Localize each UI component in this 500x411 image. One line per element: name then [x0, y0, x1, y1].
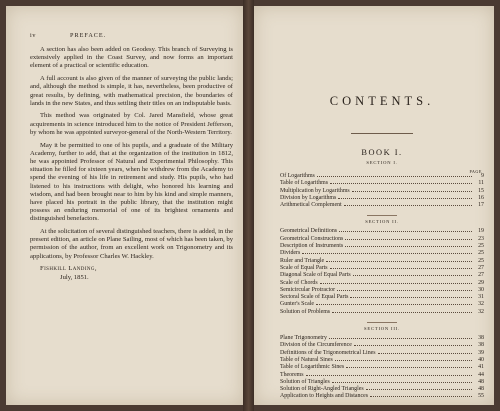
- toc-entry-name: Sectoral Scale of Equal Parts: [280, 294, 349, 301]
- toc-entry: [280, 386, 484, 393]
- dot-leader: [352, 191, 472, 192]
- dot-leader: [346, 367, 472, 368]
- toc-section: [280, 219, 484, 323]
- toc-section: [280, 160, 484, 216]
- toc-entry-name: Plane Trigonometry: [280, 335, 327, 342]
- dot-leader: [337, 290, 472, 291]
- toc-entry: [280, 294, 484, 301]
- running-head: [30, 32, 233, 39]
- dot-leader: [338, 198, 472, 199]
- toc-entry-name: Division of the Circumference: [280, 342, 352, 349]
- toc-entry-page: 41: [478, 364, 484, 371]
- toc-entry: [280, 301, 484, 308]
- toc-entry-page: 32: [478, 308, 484, 315]
- toc-entry-name: Solution of Triangles: [280, 378, 330, 385]
- toc-entry: [280, 309, 484, 316]
- dot-leader: [330, 268, 472, 269]
- toc-entry: [280, 202, 484, 209]
- toc-entry-page: 11: [478, 180, 484, 187]
- section-label: SECTION I.: [366, 160, 398, 165]
- preface-paragraph: This method was originated by Col. Jared Mansfield, whose great acquirements in science introduced him to the notice of President Jefferson, by whom he was appointed surveyor-general of the North-Western Territory.: [30, 112, 233, 136]
- toc-entry-page: 16: [478, 194, 484, 201]
- page-number: iv: [30, 32, 37, 39]
- toc-entry-name: Definitions of the Trigonometrical Lines: [280, 349, 376, 356]
- dot-leader: [350, 297, 472, 298]
- toc-entry-name: Solution of Right-Angled Triangles: [280, 386, 364, 393]
- toc-entry-name: Geometrical Definitions: [280, 228, 338, 235]
- toc-entry-page: 31: [478, 294, 484, 301]
- toc-entry-page: 27: [478, 272, 484, 279]
- section-divider: [367, 215, 397, 216]
- toc-entry: [280, 195, 484, 202]
- toc-entry-page: 48: [478, 386, 484, 393]
- signature: [30, 265, 233, 281]
- toc-entry-name: Geometrical Constructions: [280, 235, 344, 242]
- toc-entry-name: Multiplication by Logarithms: [280, 187, 350, 194]
- page-column-label: PAGE: [469, 169, 482, 174]
- book-gutter: [243, 0, 254, 411]
- dot-leader: [332, 382, 472, 383]
- toc-entry-page: 15: [478, 187, 484, 194]
- toc-entry-page: 38: [478, 342, 484, 349]
- toc-entry-name: Theorems: [280, 371, 304, 378]
- signature-date: July, 1851.: [60, 273, 89, 281]
- toc-entry-page: 40: [478, 356, 484, 363]
- toc-entry-page: 25: [478, 250, 484, 257]
- dot-leader: [335, 360, 472, 361]
- toc-entry: [280, 350, 484, 357]
- toc-entry-name: Scale of Equal Parts: [280, 264, 328, 271]
- toc-entry-page: 48: [478, 378, 484, 385]
- dot-leader: [330, 183, 472, 184]
- toc-entry-page: 17: [478, 202, 484, 209]
- toc-entry: [280, 364, 484, 371]
- dot-leader: [316, 304, 472, 305]
- toc-entry-name: Table of Logarithms: [280, 180, 329, 187]
- section-label: SECTION III.: [364, 326, 400, 332]
- toc-entry-name: Semicircular Protractor: [280, 286, 336, 293]
- toc-entry: [280, 228, 484, 235]
- toc-entry: [280, 342, 484, 349]
- dot-leader: [332, 312, 472, 313]
- toc-entry-name: Description of Instruments: [280, 243, 344, 250]
- dot-leader: [378, 353, 472, 354]
- dot-leader: [345, 246, 472, 247]
- toc-entry-page: 39: [478, 349, 484, 356]
- running-title: PREFACE.: [70, 32, 107, 39]
- toc-entry-name: Ruler and Triangle: [280, 257, 325, 264]
- dot-leader: [317, 176, 472, 177]
- toc-entry-name: Scale of Chords: [280, 279, 318, 286]
- dot-leader: [302, 253, 472, 254]
- toc-entry-name: Division by Logarithms: [280, 194, 337, 201]
- toc-entry-page: 19: [478, 228, 484, 235]
- toc-entry-name: Diagonal Scale of Equal Parts: [280, 272, 351, 279]
- toc-entry-name: Table of Logarithmic Sines: [280, 364, 345, 371]
- toc-entry-name: Arithmetical Complement: [280, 202, 342, 209]
- toc-entry: [280, 258, 484, 265]
- dot-leader: [366, 389, 472, 390]
- toc-entry: [280, 272, 484, 279]
- toc-entry-name: Dividers: [280, 250, 301, 257]
- toc-entry-page: 32: [478, 301, 484, 308]
- toc-entry-name: Of Logarithms: [280, 173, 315, 179]
- title-rule: [351, 133, 413, 134]
- dot-leader: [353, 275, 472, 276]
- toc-entry-page: 27: [478, 264, 484, 271]
- dot-leader: [345, 239, 472, 240]
- toc-entry-page: 44: [478, 371, 484, 378]
- toc-entry: [280, 372, 484, 379]
- toc-entry-page: 23: [478, 235, 484, 242]
- right-page-contents: [254, 6, 494, 405]
- dot-leader: [326, 261, 472, 262]
- toc-entry: [280, 180, 484, 187]
- toc-entry: [280, 250, 484, 257]
- toc-entry-name: Gunter's Scale: [280, 301, 314, 308]
- toc-entry-page: 9: [481, 173, 484, 179]
- toc-entry-page: 55: [478, 393, 484, 400]
- preface-paragraph: At the solicitation of several distinguished teachers, there is added, in the present edition, an article on Plane Sailing, most of which has been taken, by permission of the author, from an excellent work on Trigonometry and its applications, by Professor Charles W. Hackley.: [30, 228, 233, 260]
- toc-entry-page: 25: [478, 243, 484, 250]
- dot-leader: [370, 396, 472, 397]
- toc-entry-page: 25: [478, 257, 484, 264]
- toc-entry-name: Application to Heights and Distances: [280, 393, 369, 400]
- toc-entry: [280, 243, 484, 250]
- section-divider: [367, 322, 397, 323]
- signature-place: Fishkill Landing,: [40, 265, 97, 273]
- left-page-preface: [6, 6, 243, 405]
- toc-entry-page: 29: [478, 279, 484, 286]
- preface-paragraph: May it be permitted to one of his pupils, and a graduate of the Military Academy, further to add, that at the organization of the institution in 1812, he was appointed Professor of Natural and Experimental Philosophy. This situation he filled for sixteen years, when he withdrew from the Academy to spend the evening of his life in retirement and study. His pupils, who had listened to his instructions with delight, who honored his learning and wisdom, and had been brought near to him by his kind and simple manners, have placed his portrait in the public library, that the institution might possess an enduring memorial of one of its brightest ornaments and distinguished benefactors.: [30, 141, 233, 223]
- contents-title: CONTENTS.: [329, 94, 435, 108]
- preface-paragraph: A section has also been added on Geodesy. This branch of Surveying is extensively applied in the Coast Survey, and now forms an important element of a practical or scientific education.: [30, 46, 233, 70]
- toc-entry: [280, 188, 484, 195]
- table-of-contents: [280, 160, 484, 401]
- toc-entry-name: Solution of Problems: [280, 308, 331, 315]
- dot-leader: [306, 375, 472, 376]
- toc-entry: [280, 280, 484, 287]
- section-label: SECTION II.: [365, 219, 399, 225]
- preface-paragraph: A full account is also given of the manner of surveying the public lands; and, although the method is simple, it has, nevertheless, been productive of great results, by defining, with mathematical precision, the boundaries of lands in the new States, and thus settling their titles on an indisputable basis.: [30, 75, 233, 107]
- dot-leader: [354, 345, 472, 346]
- toc-entry: [280, 236, 484, 243]
- toc-entry-name: Table of Natural Sines: [280, 356, 333, 363]
- toc-entry-page: 30: [478, 286, 484, 293]
- dot-leader: [329, 338, 472, 339]
- book-title: BOOK I.: [361, 148, 403, 157]
- toc-entry-page: 38: [478, 335, 484, 342]
- dot-leader: [339, 231, 472, 232]
- toc-section: [280, 326, 484, 401]
- dot-leader: [320, 283, 472, 284]
- dot-leader: [344, 205, 472, 206]
- toc-entry: [280, 393, 484, 400]
